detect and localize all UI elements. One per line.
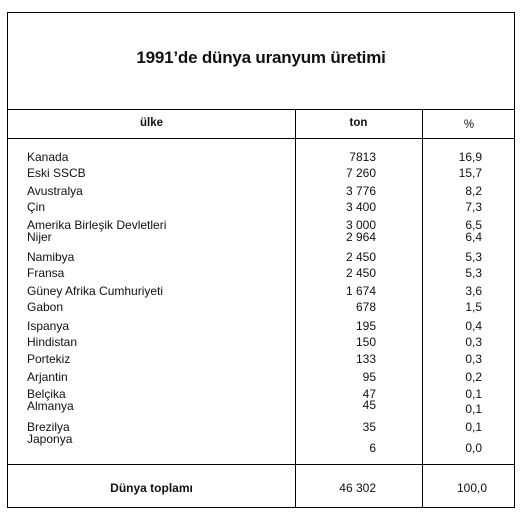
row-ton: 133 bbox=[355, 352, 376, 366]
row-percent: 7,3 bbox=[465, 200, 482, 214]
table-title: 1991’de dünya uranyum üretimi bbox=[136, 48, 386, 67]
row-percent: 1,5 bbox=[465, 300, 482, 314]
row-ton: 2 450 bbox=[345, 250, 376, 264]
row-percent: 0,4 bbox=[465, 319, 482, 333]
row-country: Hindistan bbox=[27, 335, 78, 349]
row-country: Nijer bbox=[27, 230, 52, 244]
row-percent: 5,3 bbox=[465, 266, 482, 280]
row-ton: 6 bbox=[369, 441, 376, 455]
row-ton: 2 964 bbox=[345, 230, 376, 244]
row-percent: 0,3 bbox=[465, 335, 482, 349]
row-country: Kanada bbox=[27, 150, 69, 164]
row-percent: 3,6 bbox=[465, 284, 482, 298]
total-divider bbox=[8, 464, 514, 465]
row-country: Portekiz bbox=[27, 352, 71, 366]
row-percent: 15,7 bbox=[458, 166, 482, 180]
row-country: Fransa bbox=[27, 266, 65, 280]
row-percent: 0,0 bbox=[465, 441, 482, 455]
row-country: Avustralya bbox=[27, 184, 83, 198]
row-country: Ispanya bbox=[27, 319, 70, 333]
row-percent: 6,5 bbox=[465, 218, 482, 232]
row-ton: 7 260 bbox=[345, 166, 376, 180]
row-ton: 2 450 bbox=[345, 266, 376, 280]
row-ton: 45 bbox=[362, 398, 376, 412]
row-country: Japonya bbox=[27, 432, 73, 446]
row-ton: 1 674 bbox=[345, 284, 376, 298]
row-country: Almanya bbox=[27, 399, 74, 413]
column-header-ton: ton bbox=[349, 117, 368, 129]
row-country: Arjantin bbox=[27, 370, 68, 384]
row-ton: 678 bbox=[355, 300, 376, 314]
row-ton: 35 bbox=[362, 420, 376, 434]
total-label: Dünya toplamı bbox=[110, 481, 193, 495]
row-ton: 7813 bbox=[349, 150, 376, 164]
uranium-production-table bbox=[7, 12, 515, 508]
row-country: Gabon bbox=[27, 300, 64, 314]
row-percent: 0,3 bbox=[465, 352, 482, 366]
row-percent: 0,1 bbox=[465, 420, 482, 434]
total-ton: 46 302 bbox=[339, 481, 376, 495]
column-header-percent: % bbox=[463, 119, 475, 131]
row-ton: 95 bbox=[362, 370, 376, 384]
column-header-country: ülke bbox=[139, 117, 163, 129]
row-country: Brezilya bbox=[27, 420, 70, 434]
row-percent: 0,2 bbox=[465, 370, 482, 384]
row-ton: 3 400 bbox=[345, 200, 376, 214]
row-ton: 195 bbox=[355, 319, 376, 333]
row-percent: 0,1 bbox=[465, 387, 482, 401]
row-ton: 150 bbox=[355, 335, 376, 349]
title-divider bbox=[8, 109, 514, 110]
row-percent: 0,1 bbox=[465, 402, 482, 416]
row-country: Çin bbox=[27, 200, 46, 214]
row-percent: 16,9 bbox=[458, 150, 482, 164]
total-percent: 100,0 bbox=[456, 481, 487, 495]
row-percent: 6,4 bbox=[465, 230, 482, 244]
row-ton: 3 000 bbox=[345, 218, 376, 232]
row-percent: 8,2 bbox=[465, 184, 482, 198]
row-country: Belçika bbox=[27, 387, 66, 401]
row-ton: 47 bbox=[362, 387, 376, 401]
row-country: Güney Afrika Cumhuriyeti bbox=[27, 284, 164, 298]
row-country: Namibya bbox=[27, 250, 75, 264]
row-ton: 3 776 bbox=[345, 184, 376, 198]
header-divider bbox=[8, 138, 514, 139]
row-percent: 5,3 bbox=[465, 250, 482, 264]
row-country: Amerika Birleşik Devletleri bbox=[27, 218, 167, 232]
row-country: Eski SSCB bbox=[27, 166, 86, 180]
